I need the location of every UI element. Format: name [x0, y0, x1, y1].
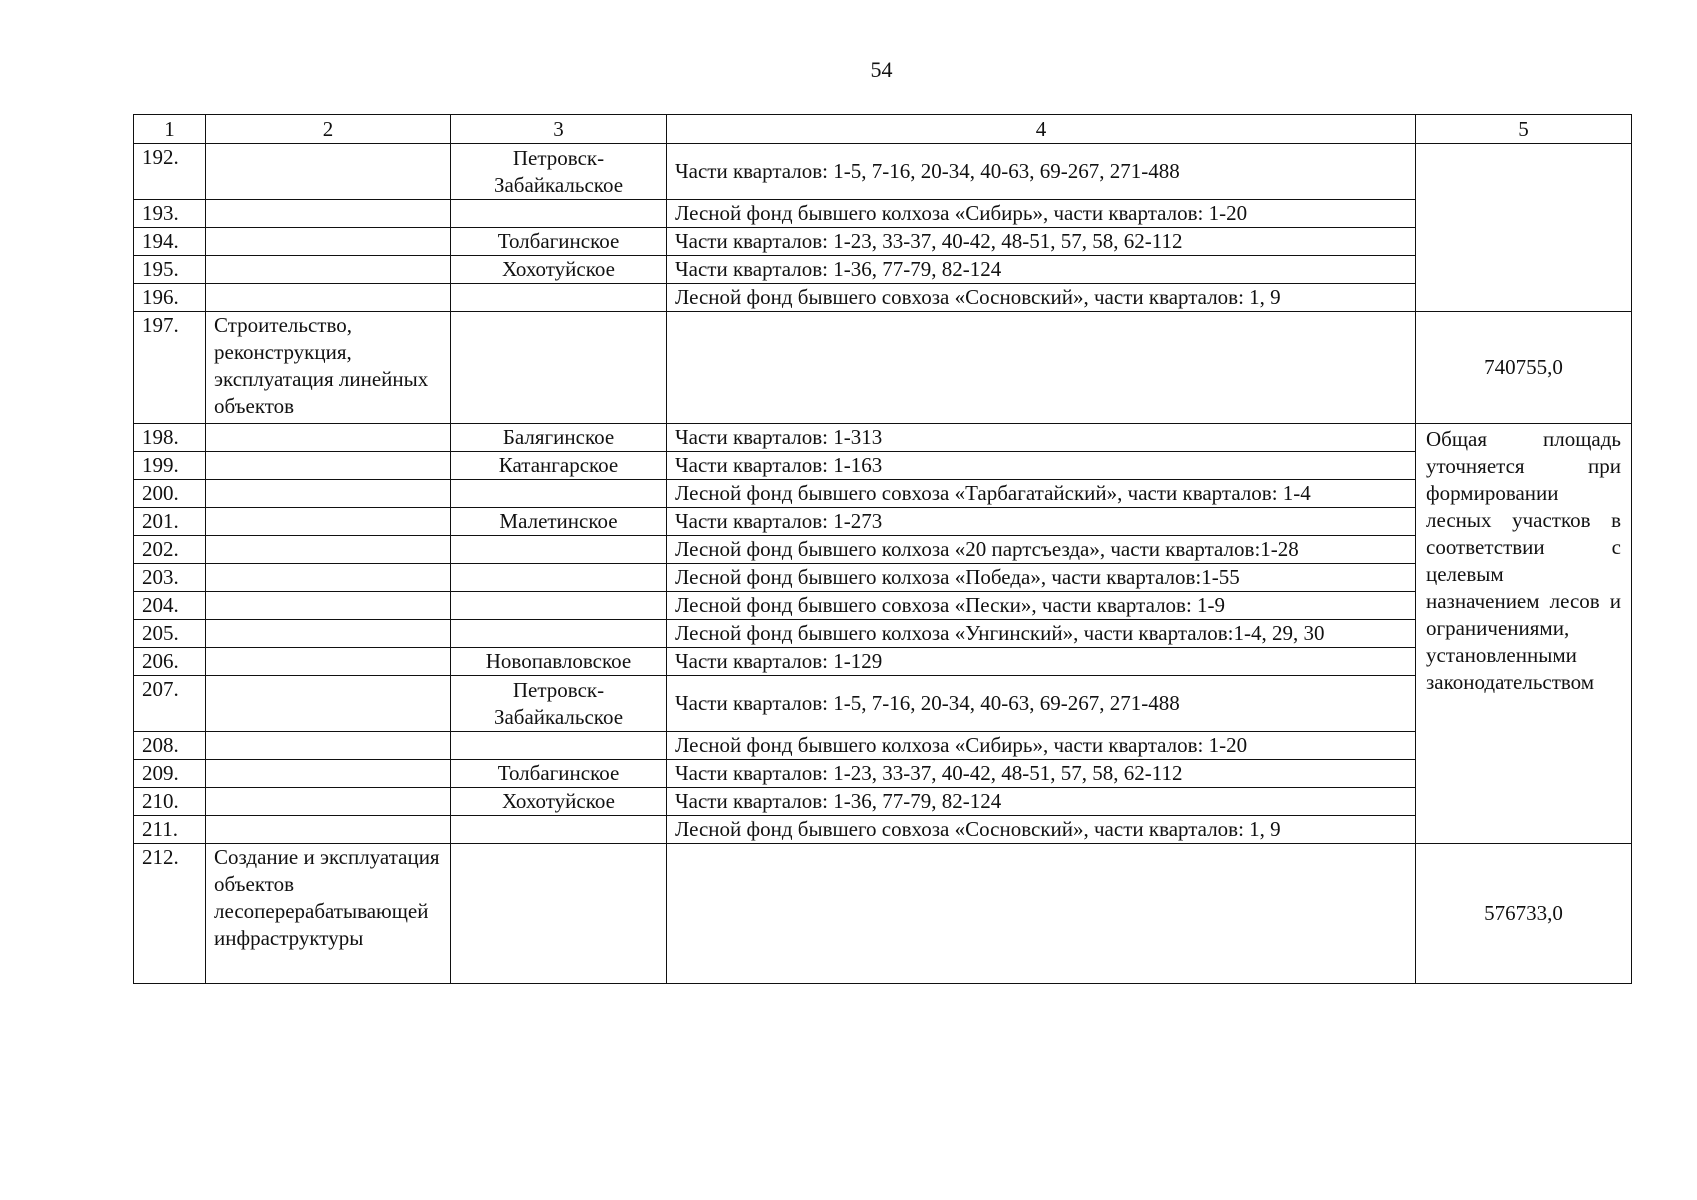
forestry-cell: Малетинское — [451, 508, 667, 536]
forestry-cell — [451, 312, 667, 424]
purpose-cell — [206, 592, 451, 620]
column-header: 1 — [134, 115, 206, 144]
forestry-cell — [451, 592, 667, 620]
table-row — [134, 564, 1632, 592]
forestry-cell: Балягинское — [451, 424, 667, 452]
page-number: 54 — [870, 57, 893, 82]
area-value: 576733,0 — [1416, 844, 1632, 984]
description-cell: Лесной фонд бывшего совхоза «Сосновский», части кварталов: 1, 9 — [667, 816, 1416, 844]
purpose-cell — [206, 452, 451, 480]
purpose-cell: Создание и эксплуатация объектов лесоперерабатывающей инфраструктуры — [206, 844, 451, 984]
row-number: 200. — [134, 480, 206, 508]
table-row — [134, 144, 1632, 200]
purpose-cell — [206, 648, 451, 676]
forestry-cell: Хохотуйское — [451, 788, 667, 816]
table-row — [134, 620, 1632, 648]
description-cell: Части кварталов: 1-5, 7-16, 20-34, 40-63, 69-267, 271-488 — [667, 144, 1416, 200]
purpose-cell — [206, 564, 451, 592]
row-number: 212. — [134, 844, 206, 984]
purpose-cell: Строительство, реконструкция, эксплуатация линейных объектов — [206, 312, 451, 424]
row-number: 197. — [134, 312, 206, 424]
row-number: 203. — [134, 564, 206, 592]
forestry-cell: Толбагинское — [451, 228, 667, 256]
table-header-row — [134, 115, 1632, 144]
column-5-empty-cell — [1416, 144, 1632, 312]
row-number: 201. — [134, 508, 206, 536]
table-row — [134, 732, 1632, 760]
description-cell: Части кварталов: 1-23, 33-37, 40-42, 48-51, 57, 58, 62-112 — [667, 228, 1416, 256]
description-cell — [667, 844, 1416, 984]
forestry-cell: Катангарское — [451, 452, 667, 480]
description-cell — [667, 312, 1416, 424]
description-cell: Лесной фонд бывшего колхоза «20 партсъезда», части кварталов:1-28 — [667, 536, 1416, 564]
table-row — [134, 284, 1632, 312]
table-row — [134, 200, 1632, 228]
column-header: 2 — [206, 115, 451, 144]
table-row — [134, 592, 1632, 620]
table-row — [134, 760, 1632, 788]
description-cell: Части кварталов: 1-36, 77-79, 82-124 — [667, 788, 1416, 816]
forestry-cell: Толбагинское — [451, 760, 667, 788]
description-cell: Лесной фонд бывшего колхоза «Унгинский», части кварталов:1-4, 29, 30 — [667, 620, 1416, 648]
purpose-cell — [206, 816, 451, 844]
column-header: 4 — [667, 115, 1416, 144]
forestry-cell: Петровск-Забайкальское — [451, 676, 667, 732]
purpose-cell — [206, 676, 451, 732]
forestry-cell — [451, 732, 667, 760]
forestry-cell — [451, 536, 667, 564]
table-row — [134, 256, 1632, 284]
purpose-cell — [206, 200, 451, 228]
area-note: Общая площадь уточняется при формировании лесных участков в соответствии с целевым назначением лесов и ограничениями, установленными законодательством — [1416, 424, 1632, 844]
purpose-cell — [206, 536, 451, 564]
description-cell: Части кварталов: 1-129 — [667, 648, 1416, 676]
purpose-cell — [206, 732, 451, 760]
table-row — [134, 844, 1632, 984]
table-row — [134, 676, 1632, 732]
purpose-cell — [206, 144, 451, 200]
row-number: 208. — [134, 732, 206, 760]
forestry-cell — [451, 564, 667, 592]
area-value: 740755,0 — [1416, 312, 1632, 424]
description-cell: Части кварталов: 1-273 — [667, 508, 1416, 536]
row-number: 210. — [134, 788, 206, 816]
row-number: 207. — [134, 676, 206, 732]
description-cell: Части кварталов: 1-313 — [667, 424, 1416, 452]
table-row — [134, 452, 1632, 480]
forestry-cell — [451, 620, 667, 648]
description-cell: Лесной фонд бывшего колхоза «Сибирь», части кварталов: 1-20 — [667, 732, 1416, 760]
row-number: 211. — [134, 816, 206, 844]
purpose-cell — [206, 620, 451, 648]
row-number: 205. — [134, 620, 206, 648]
purpose-cell — [206, 228, 451, 256]
table-row — [134, 228, 1632, 256]
forestry-cell — [451, 284, 667, 312]
table-row — [134, 788, 1632, 816]
purpose-cell — [206, 480, 451, 508]
purpose-cell — [206, 424, 451, 452]
table-row — [134, 312, 1632, 424]
table-row — [134, 536, 1632, 564]
row-number: 204. — [134, 592, 206, 620]
description-cell: Части кварталов: 1-163 — [667, 452, 1416, 480]
purpose-cell — [206, 760, 451, 788]
description-cell: Лесной фонд бывшего колхоза «Сибирь», части кварталов: 1-20 — [667, 200, 1416, 228]
row-number: 193. — [134, 200, 206, 228]
table-row — [134, 648, 1632, 676]
description-cell: Части кварталов: 1-36, 77-79, 82-124 — [667, 256, 1416, 284]
table-row — [134, 508, 1632, 536]
forestry-cell: Новопавловское — [451, 648, 667, 676]
column-header: 5 — [1416, 115, 1632, 144]
forestry-cell: Хохотуйское — [451, 256, 667, 284]
row-number: 198. — [134, 424, 206, 452]
purpose-cell — [206, 508, 451, 536]
description-cell: Лесной фонд бывшего совхоза «Пески», части кварталов: 1-9 — [667, 592, 1416, 620]
row-number: 199. — [134, 452, 206, 480]
description-cell: Лесной фонд бывшего совхоза «Сосновский», части кварталов: 1, 9 — [667, 284, 1416, 312]
description-cell: Части кварталов: 1-5, 7-16, 20-34, 40-63, 69-267, 271-488 — [667, 676, 1416, 732]
table-row — [134, 424, 1632, 452]
description-cell: Части кварталов: 1-23, 33-37, 40-42, 48-51, 57, 58, 62-112 — [667, 760, 1416, 788]
row-number: 192. — [134, 144, 206, 200]
purpose-cell — [206, 284, 451, 312]
table-row — [134, 480, 1632, 508]
description-cell: Лесной фонд бывшего колхоза «Победа», части кварталов:1-55 — [667, 564, 1416, 592]
row-number: 206. — [134, 648, 206, 676]
purpose-cell — [206, 788, 451, 816]
column-header: 3 — [451, 115, 667, 144]
row-number: 209. — [134, 760, 206, 788]
row-number: 196. — [134, 284, 206, 312]
forestry-cell — [451, 480, 667, 508]
purpose-cell — [206, 256, 451, 284]
description-cell: Лесной фонд бывшего совхоза «Тарбагатайский», части кварталов: 1-4 — [667, 480, 1416, 508]
table-row — [134, 816, 1632, 844]
row-number: 194. — [134, 228, 206, 256]
forestry-cell — [451, 200, 667, 228]
forestry-cell — [451, 844, 667, 984]
row-number: 202. — [134, 536, 206, 564]
forestry-cell: Петровск-Забайкальское — [451, 144, 667, 200]
row-number: 195. — [134, 256, 206, 284]
forest-table — [133, 114, 1632, 984]
forestry-cell — [451, 816, 667, 844]
